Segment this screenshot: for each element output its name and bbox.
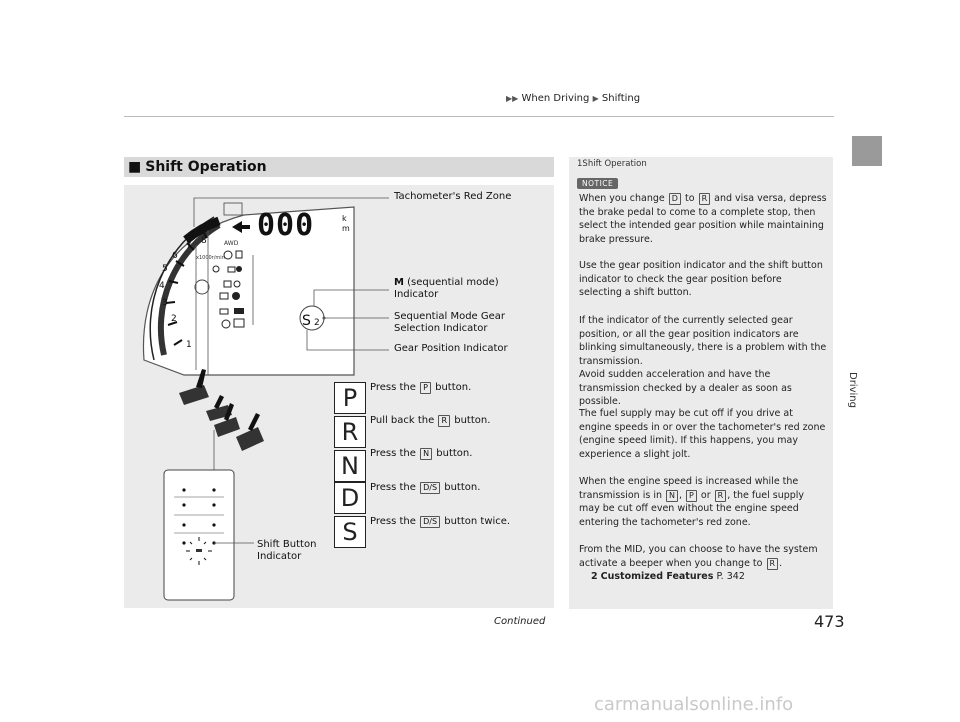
- odometer-digits: 000: [257, 208, 315, 243]
- callout-red-zone: Tachometer's Red Zone: [394, 191, 512, 202]
- note-paragraph: From the MID, you can choose to have the system activate a beeper when you change to R .: [579, 544, 818, 569]
- gear-display-sub: 2: [314, 318, 320, 328]
- gear-box-n: N: [334, 450, 366, 482]
- note-paragraph: If the indicator of the currently selected gear position, or all the gear position indicators are blinking simultaneously, there is a problem with the transmission. Avoid sudden acceleration and have the transmission checked by a dealer as soon as possible.: [579, 315, 827, 407]
- svg-text:k: k: [342, 214, 347, 223]
- ds-key-icon: D/S: [420, 516, 440, 528]
- gear-display: S: [302, 313, 311, 329]
- breadcrumb: [506, 93, 640, 104]
- cross-reference[interactable]: 2 Customized Features P. 342: [591, 571, 745, 582]
- d-key-icon: D: [669, 193, 681, 205]
- tach-number: 7: [186, 241, 192, 251]
- breadcrumb-item[interactable]: When Driving: [521, 93, 590, 104]
- r-key-icon: R: [715, 490, 727, 502]
- tach-number: 2: [171, 314, 177, 324]
- n-key-icon: N: [420, 448, 432, 460]
- callout-shift-button-indicator: Shift Button Indicator: [257, 539, 317, 562]
- awd-label: AWD: [224, 240, 239, 247]
- note-heading: 1Shift Operation: [577, 159, 647, 169]
- gear-box-r: R: [334, 416, 366, 448]
- watermark: carmanualsonline.info: [594, 694, 794, 715]
- r-key-icon: R: [767, 558, 779, 570]
- section-title: ■ Shift Operation: [124, 157, 554, 177]
- reference-link[interactable]: Customized Features: [600, 571, 714, 582]
- p-key-icon: P: [420, 382, 431, 394]
- reference-icon: 2: [591, 571, 598, 582]
- gear-instruction-s: Press the D/S button twice.: [370, 516, 511, 527]
- double-arrow-icon: ▶▶: [506, 94, 519, 103]
- tach-number: 5: [162, 264, 168, 274]
- gear-instruction-p: Press the P button.: [370, 382, 472, 393]
- r-key-icon: R: [699, 193, 711, 205]
- arrow-icon: ▶: [592, 94, 599, 103]
- r-key-icon: R: [438, 415, 450, 427]
- svg-text:m: m: [342, 224, 350, 233]
- gear-instruction-d: Press the D/S button.: [370, 482, 481, 493]
- tach-number: 3: [162, 298, 168, 308]
- gear-box-p: P: [334, 382, 366, 414]
- shift-buttons-illustration: [179, 369, 264, 470]
- p-key-icon: P: [686, 490, 697, 502]
- gear-instruction-r: Pull back the R button.: [370, 415, 491, 426]
- note-icon: 1: [577, 159, 583, 169]
- header-rule: [124, 116, 834, 117]
- tach-number: 1: [186, 340, 192, 350]
- gear-box-s: S: [334, 516, 366, 548]
- note-paragraph: When the engine speed is increased while the transmission is in N , P or R , the fuel supply may be cut off even without the engine speed entering the tachometer's red zone.: [579, 476, 805, 528]
- gear-instruction-n: Press the N button.: [370, 448, 473, 459]
- note-paragraph: The fuel supply may be cut off if you drive at engine speeds in or over the tachometer's red zone (engine speed limit). If this happens, you may experience a slight jolt.: [579, 408, 826, 460]
- page-number: 473: [814, 612, 845, 631]
- callout-seq-mode: Sequential Mode Gear Selection Indicator: [394, 311, 506, 334]
- breadcrumb-item[interactable]: Shifting: [601, 93, 641, 104]
- notice-badge: NOTICE: [577, 178, 618, 189]
- n-key-icon: N: [666, 490, 678, 502]
- chapter-tab[interactable]: [852, 136, 882, 166]
- callout-m-indicator: M (sequential mode) Indicator: [394, 277, 499, 300]
- tach-number: 6: [172, 251, 178, 261]
- note-paragraph: When you change D to R and visa versa, depress the brake pedal to come to a complete stop, then select the intended gear position while maintaining brake pressure.: [579, 193, 827, 245]
- tach-number: 4: [159, 281, 165, 291]
- continued-label: Continued: [494, 616, 546, 627]
- rpm-label: x1000r/min: [196, 255, 225, 261]
- tach-number: 8: [201, 236, 207, 246]
- chapter-label: Driving: [847, 372, 858, 408]
- callout-gear-position: Gear Position Indicator: [394, 343, 508, 354]
- gear-box-d: D: [334, 482, 366, 514]
- ds-key-icon: D/S: [420, 482, 440, 494]
- square-bullet-icon: ■: [128, 159, 142, 175]
- note-paragraph: Use the gear position indicator and the shift button indicator to check the gear position before selecting a shift button.: [579, 260, 823, 298]
